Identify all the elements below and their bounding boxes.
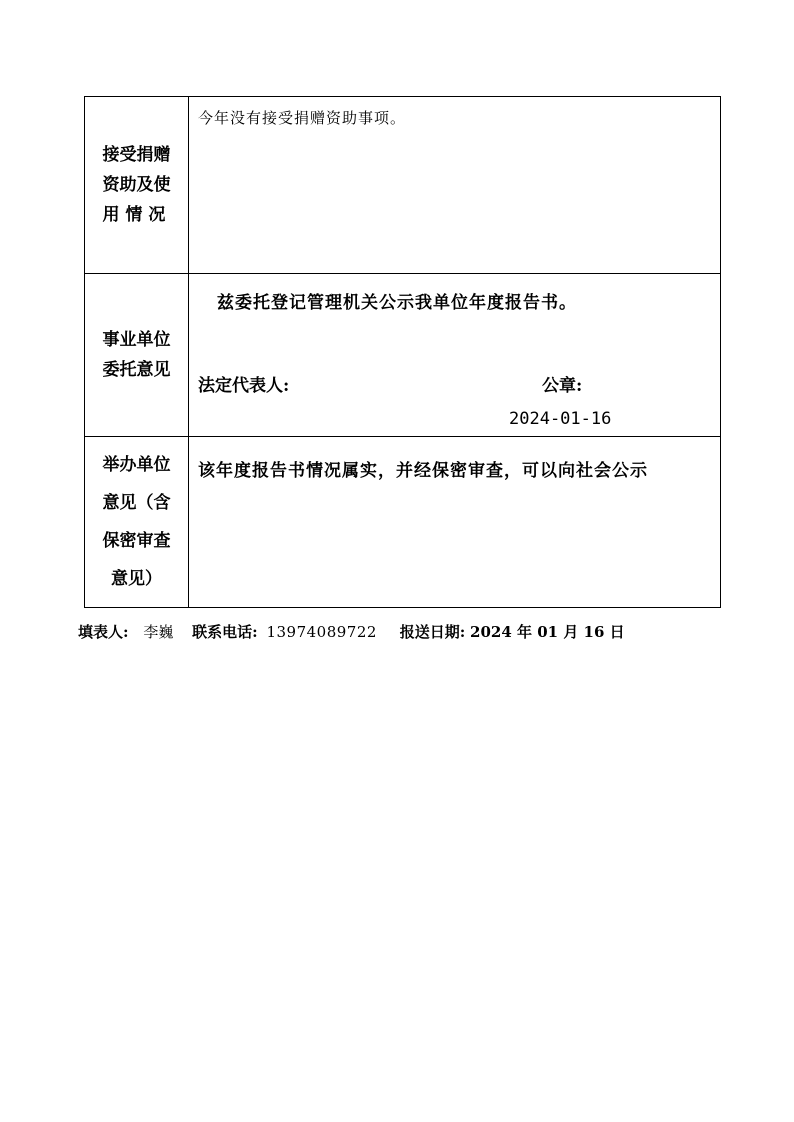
submit-date-label: 报送日期: (399, 623, 466, 641)
donation-row (85, 97, 721, 274)
sponsor-label-line-3: 保密审查 (102, 531, 171, 551)
filler-label: 填表人: (78, 623, 129, 641)
entrust-date: 2024-01-16 (509, 409, 612, 429)
submit-date: 2024 年 01 月 16 日 (470, 623, 625, 641)
sponsor-label-line-4: 意见） (111, 569, 162, 589)
entrust-statement: 兹委托登记管理机关公示我单位年度报告书。 (217, 293, 577, 313)
sponsor-content-cell (189, 437, 721, 608)
donation-label-line-2: 资助及使 (102, 175, 171, 195)
sponsor-opinion: 该年度报告书情况属实，并经保密审查，可以向社会公示 (198, 461, 648, 481)
sponsor-label-cell (85, 437, 189, 608)
filler-name: 李巍 (143, 623, 174, 641)
form-footer (78, 621, 625, 642)
entrust-label-line-1: 事业单位 (102, 330, 171, 350)
donation-label-line-3: 用 情 况 (102, 205, 166, 225)
entrust-content-cell (189, 274, 721, 437)
phone-number: 13974089722 (266, 623, 377, 641)
entrust-label-cell (85, 274, 189, 437)
annual-report-form-table (84, 96, 721, 608)
donation-label-line-1: 接受捐赠 (102, 145, 171, 165)
entrust-row (85, 274, 721, 437)
official-seal-label: 公章: (542, 376, 583, 396)
donation-label-cell (85, 97, 189, 274)
donation-content: 今年没有接受捐赠资助事项。 (198, 109, 407, 127)
donation-content-cell (189, 97, 721, 274)
phone-label: 联系电话: (192, 623, 258, 641)
sponsor-label-line-1: 举办单位 (102, 455, 171, 475)
entrust-label-line-2: 委托意见 (102, 360, 171, 380)
sponsor-label-line-2: 意见（含 (102, 493, 171, 513)
legal-representative-label: 法定代表人: (198, 376, 290, 396)
sponsor-row (85, 437, 721, 608)
